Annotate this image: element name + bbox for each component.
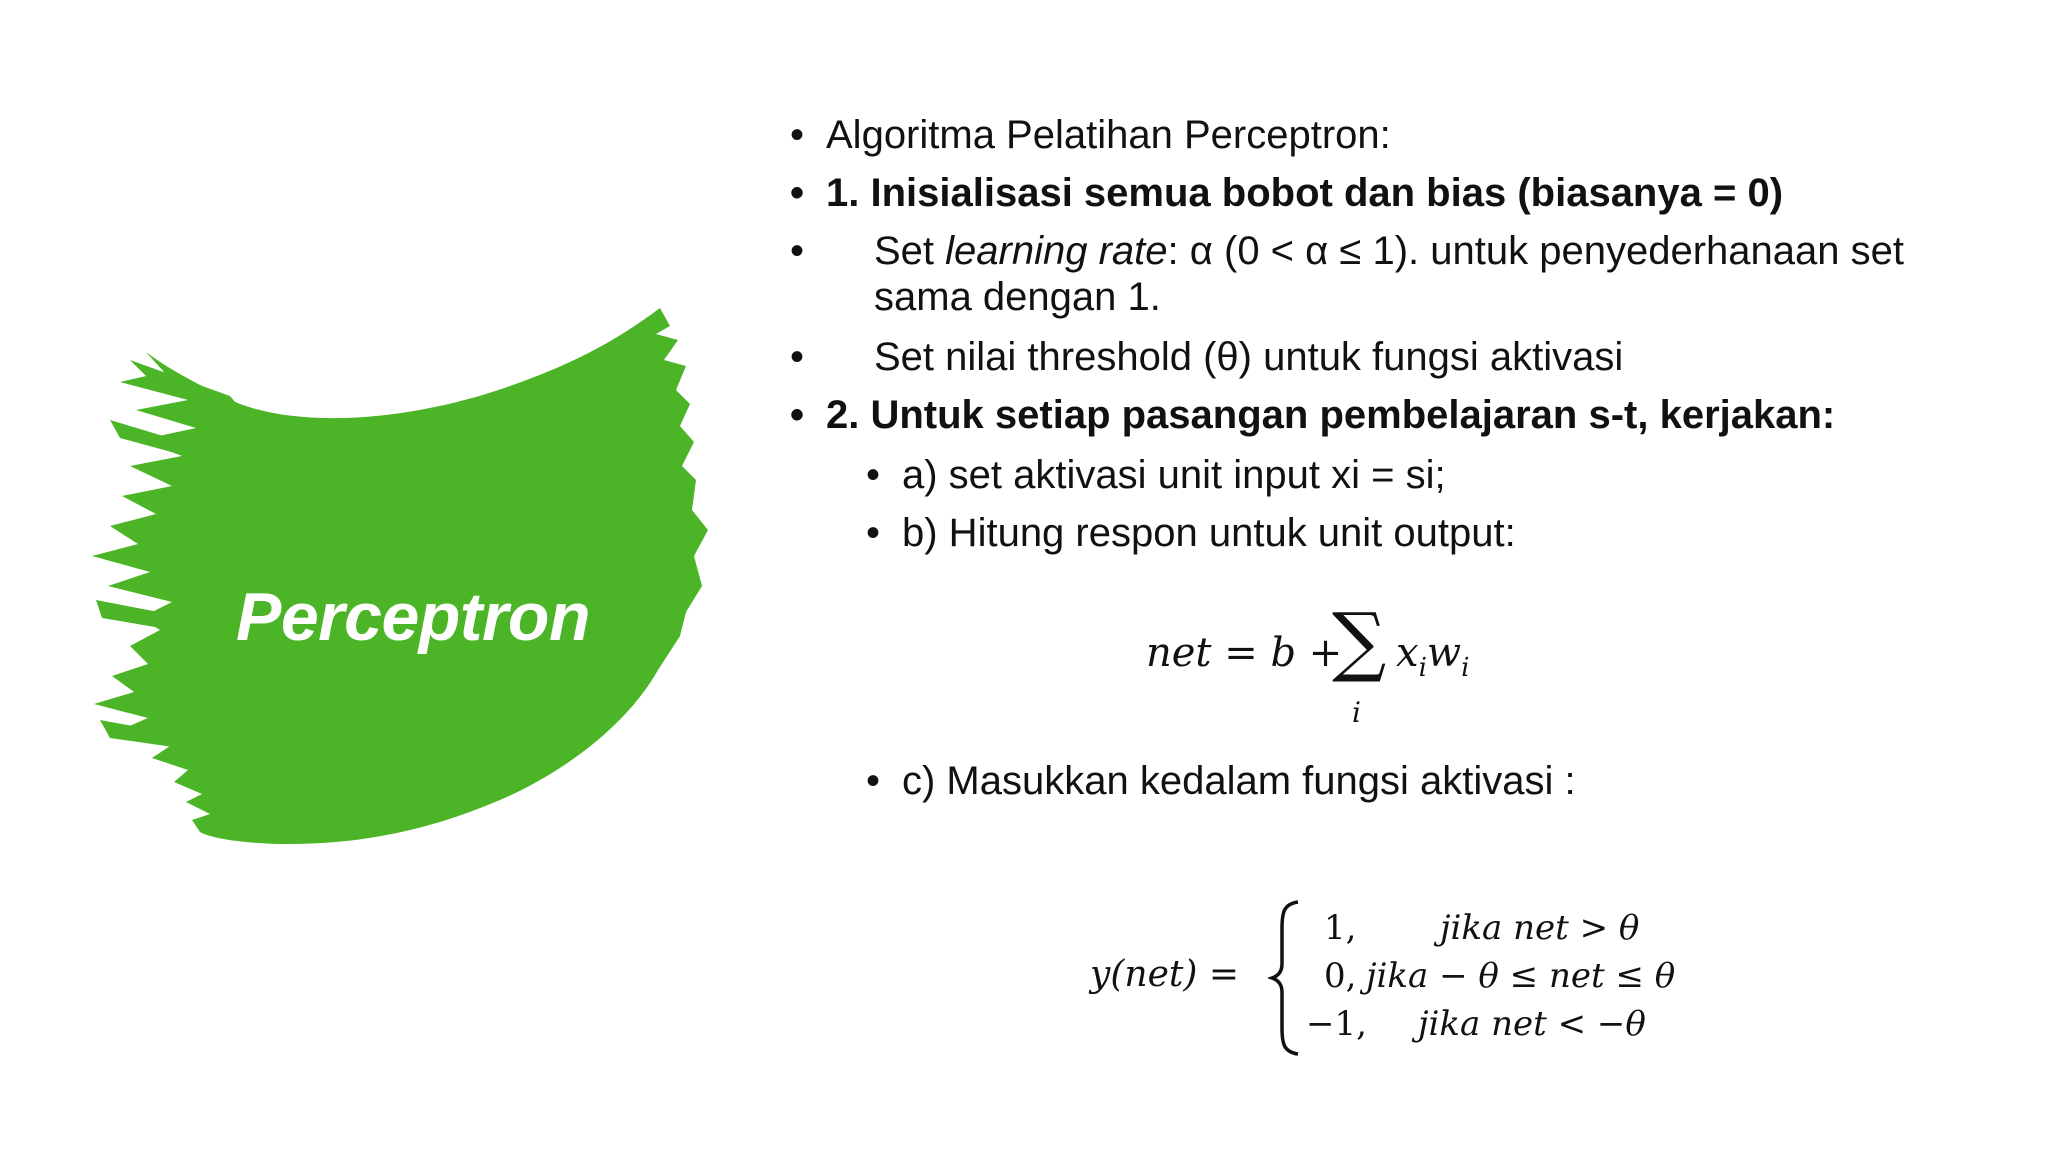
bullet-dot: • — [866, 511, 881, 555]
slide-title: Perceptron — [236, 579, 590, 655]
y-formula-lhs: y(net) = — [1090, 954, 1239, 995]
piece-condition: jika net > θ — [1440, 908, 1640, 948]
text-span: Set — [874, 229, 946, 273]
piece-condition: jika net < −θ — [1418, 1004, 1646, 1044]
xw-term — [1396, 630, 1469, 683]
bullet-line — [790, 228, 1904, 274]
bullet-text — [874, 229, 1904, 273]
bullet-text: Set nilai threshold (θ) untuk fungsi aktivasi — [874, 335, 1624, 379]
bullet-text: Algoritma Pelatihan Perceptron: — [826, 113, 1391, 157]
bullet-dot: • — [790, 393, 805, 437]
bullet-dot: • — [790, 171, 805, 215]
bullet-line — [790, 392, 1835, 438]
bullet-text: b) Hitung respon untuk unit output: — [902, 511, 1516, 555]
bullet-continuation — [790, 274, 1161, 320]
bullet-text: c) Masukkan kedalam fungsi aktivasi : — [902, 759, 1576, 803]
w-subscript: i — [1461, 653, 1470, 683]
net-formula-lhs: net = b + — [1146, 630, 1343, 676]
bullet-dot: • — [866, 759, 881, 803]
bullet-dot: • — [790, 229, 805, 273]
piece-condition: jika − θ ≤ net ≤ θ — [1366, 956, 1676, 996]
bullet-dot: • — [790, 335, 805, 379]
bullet-dot: • — [866, 453, 881, 497]
activation-formula — [1090, 892, 1850, 1062]
w-var: w — [1426, 630, 1462, 676]
sub-bullet-line — [866, 452, 1446, 498]
x-subscript: i — [1418, 653, 1427, 683]
bullet-text: 1. Inisialisasi semua bobot dan bias (biasanya = 0) — [826, 171, 1784, 215]
bullet-text: a) set aktivasi unit input xi = si; — [902, 453, 1446, 497]
bullet-line — [790, 112, 1391, 158]
piece-value: 1, — [1324, 908, 1357, 948]
piece-value: −1, — [1306, 1004, 1367, 1044]
curly-brace — [1268, 898, 1308, 1058]
bullet-dot: • — [790, 113, 805, 157]
sub-bullet-line — [866, 510, 1516, 556]
text-span: : α (0 < α ≤ 1). untuk penyederhanaan set — [1167, 229, 1904, 273]
bullet-text: 2. Untuk setiap pasangan pembelajaran s-t, kerjakan: — [826, 393, 1836, 437]
bullet-line — [790, 170, 1783, 216]
x-var: x — [1396, 630, 1419, 676]
italic-term: learning rate — [945, 229, 1168, 273]
sub-bullet-line — [866, 758, 1576, 804]
sum-symbol: ∑ — [1332, 596, 1387, 685]
sum-index: i — [1352, 696, 1361, 729]
bullet-line — [790, 334, 1623, 380]
bullet-text: sama dengan 1. — [874, 275, 1161, 319]
piece-value: 0, — [1324, 956, 1357, 996]
